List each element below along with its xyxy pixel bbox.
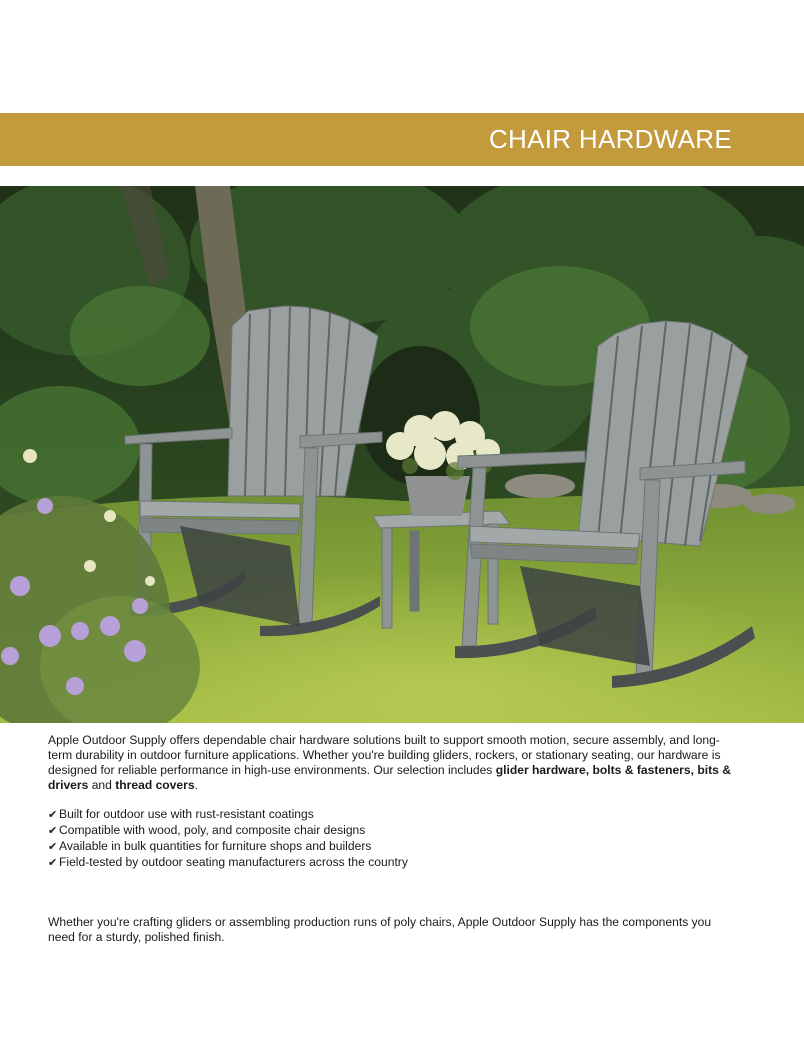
list-item bbox=[48, 807, 738, 823]
list-item-text: Available in bulk quantities for furniture shops and builders bbox=[59, 839, 372, 853]
list-item bbox=[48, 823, 738, 839]
check-icon: ✔ bbox=[48, 809, 58, 821]
page-title: CHAIR HARDWARE bbox=[488, 124, 732, 154]
link-bits-drivers[interactable]: bits & drivers bbox=[48, 763, 731, 792]
hero-photo-adirondack-rocking-chairs bbox=[0, 186, 804, 723]
feature-list bbox=[48, 807, 738, 871]
list-item bbox=[48, 839, 738, 855]
intro-and: and bbox=[88, 778, 116, 792]
list-item-text: Built for outdoor use with rust-resistant coatings bbox=[59, 807, 314, 821]
list-item-text: Compatible with wood, poly, and composite chair designs bbox=[59, 823, 366, 837]
check-icon: ✔ bbox=[48, 825, 58, 837]
list-item-text: Field-tested by outdoor seating manufacturers across the country bbox=[59, 855, 408, 869]
check-icon: ✔ bbox=[48, 857, 58, 869]
intro-text: Apple Outdoor Supply offers dependable chair hardware solutions built to support smooth motion, secure assembly, and long-term durability in outdoor furniture applications. Whether you're building gliders, rockers, or stationary seating, our hardware is designed for reliable performance in high-use environments. Our selection includes bbox=[48, 733, 721, 777]
link-glider-hardware-bolts-fasteners[interactable]: glider hardware, bolts & fasteners, bbox=[495, 763, 694, 777]
link-thread-covers[interactable]: thread covers bbox=[115, 778, 195, 792]
intro-end: . bbox=[194, 778, 198, 792]
closing-paragraph: Whether you're crafting gliders or assembling production runs of poly chairs, Apple Outdoor Supply has the components you need for a sturdy, polished finish. bbox=[48, 915, 712, 944]
body-content bbox=[48, 733, 738, 945]
check-icon: ✔ bbox=[48, 841, 58, 853]
intro-paragraph bbox=[48, 733, 738, 793]
list-item bbox=[48, 855, 738, 871]
header-banner bbox=[0, 113, 804, 166]
